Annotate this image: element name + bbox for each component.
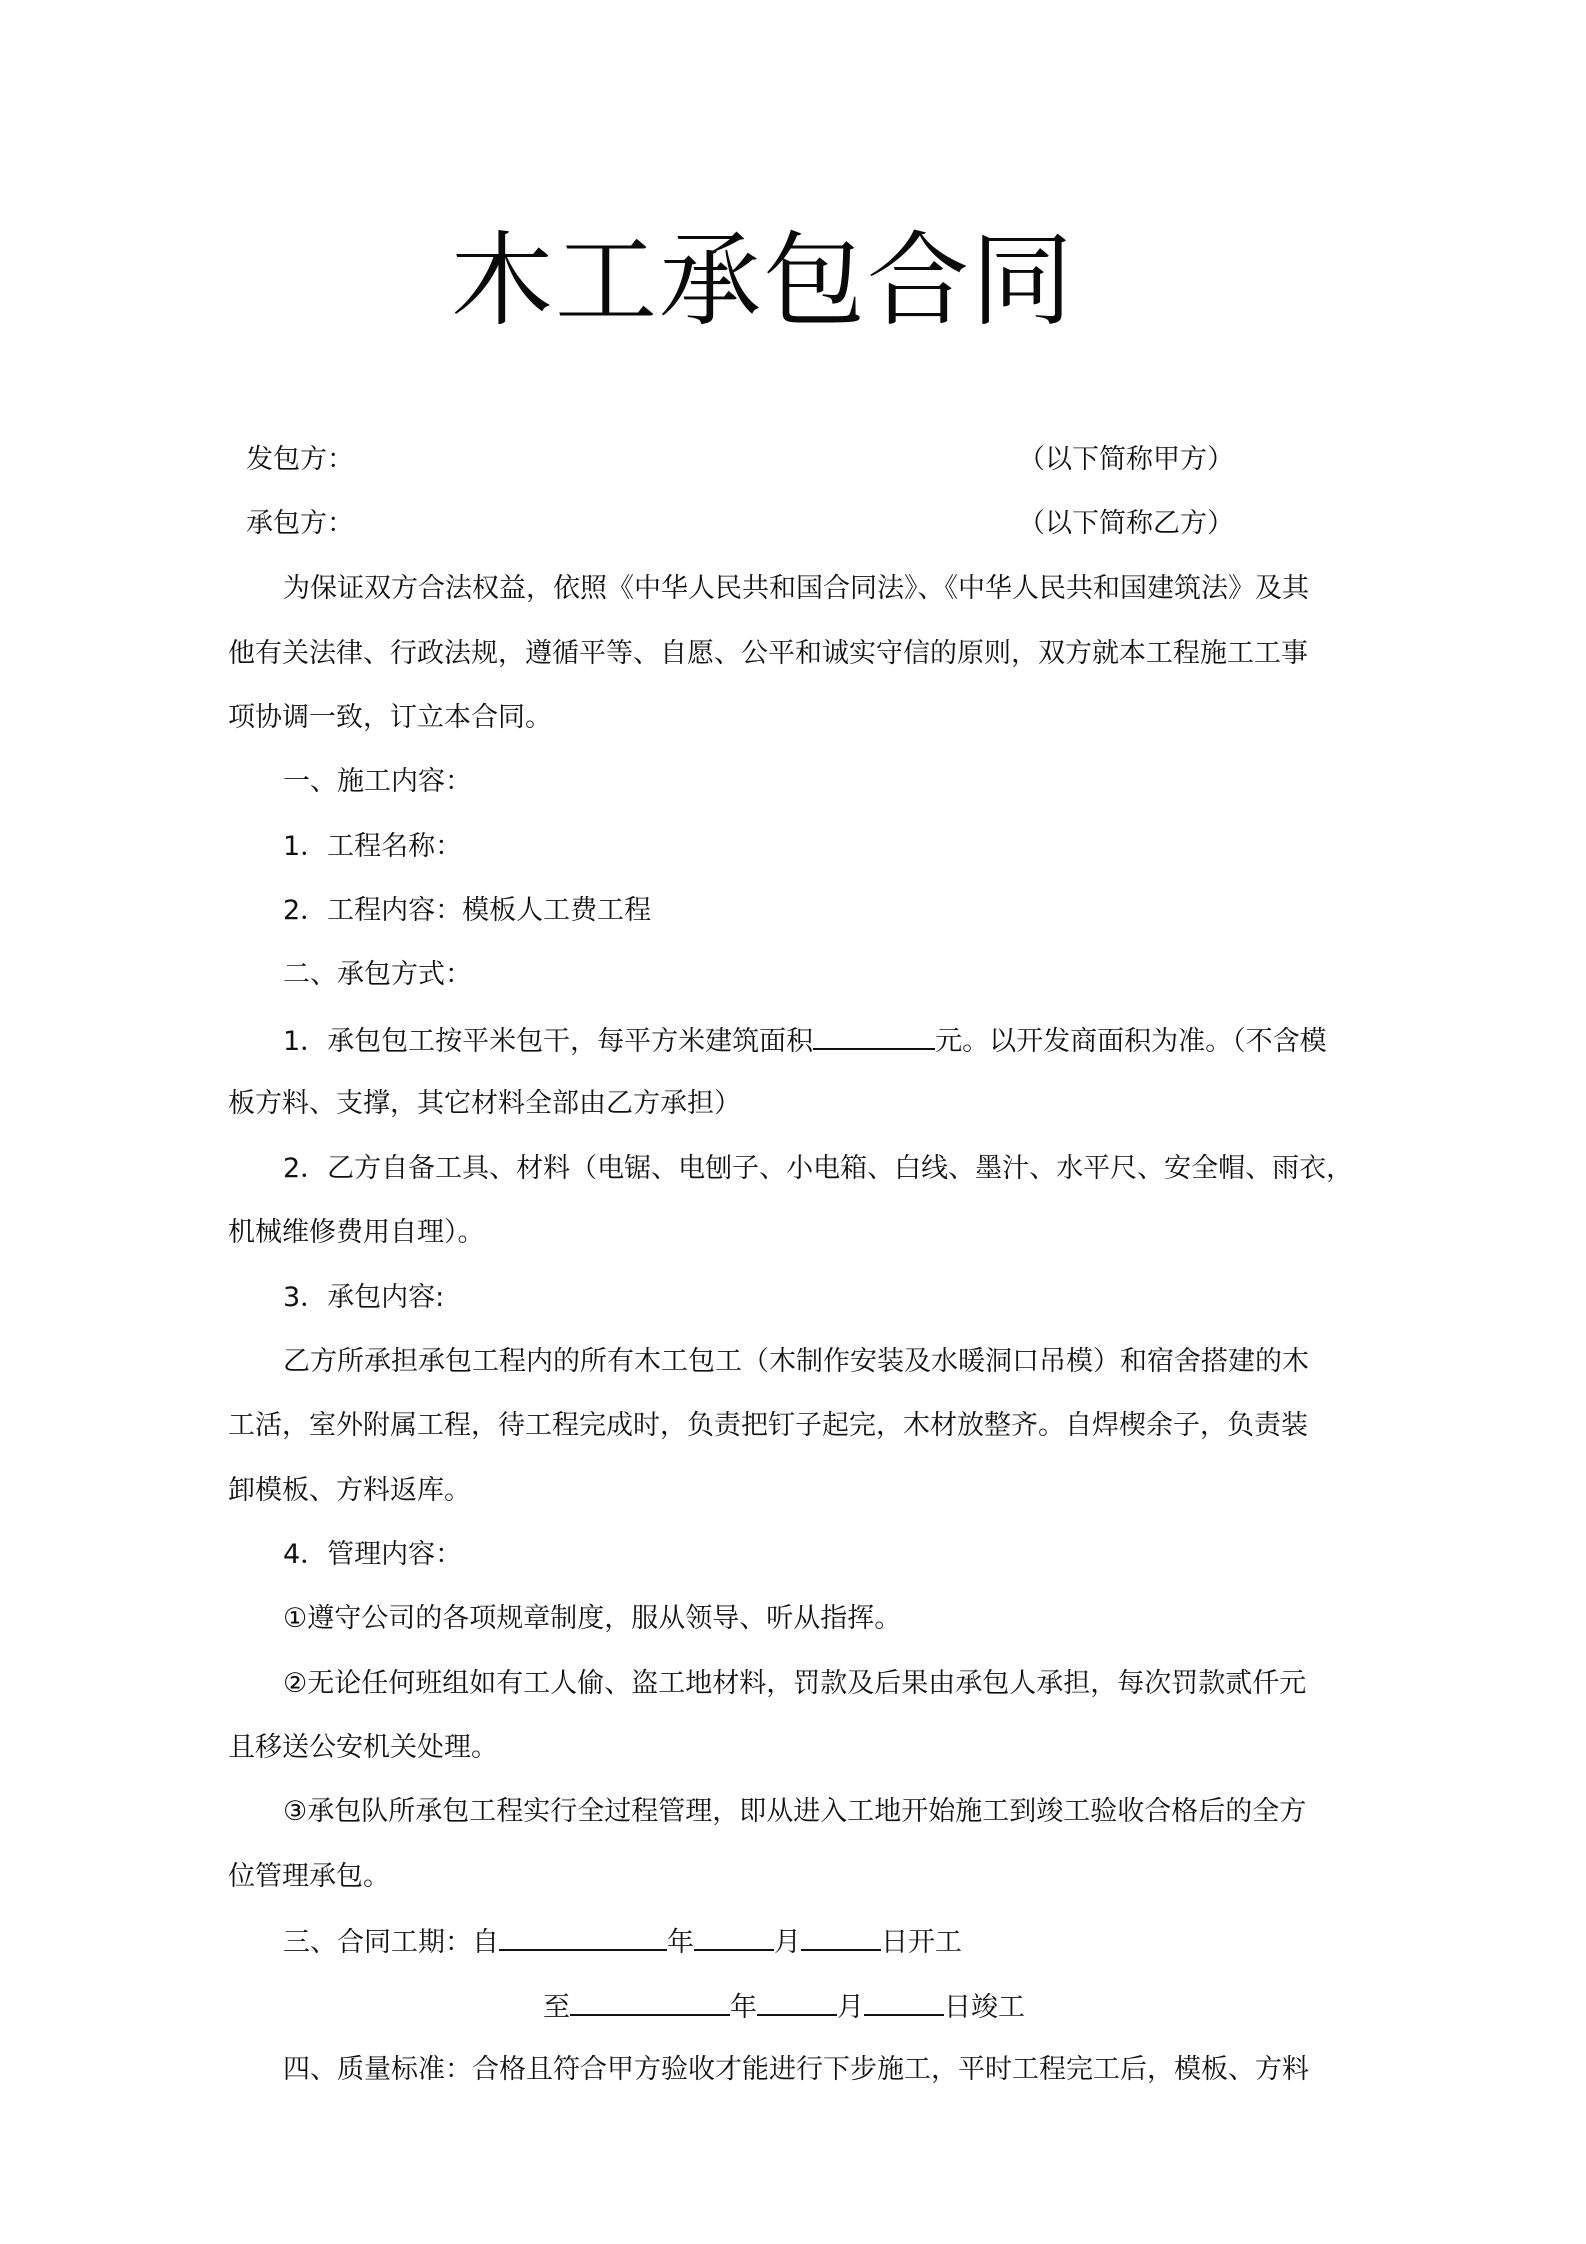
section-1-item-2: 2．工程内容：模板人工费工程 bbox=[283, 895, 652, 926]
term-heading: 三、合同工期：自 bbox=[283, 1927, 499, 1958]
start-month-unit: 月 bbox=[774, 1927, 801, 1958]
item-1-text-a: 1．承包包工按平米包干，每平方米建筑面积 bbox=[283, 1026, 814, 1057]
section-2-item-2-line-2: 机械维修费用自理）。 bbox=[228, 1217, 485, 1248]
management-rule-3-line-2: 位管理承包。 bbox=[228, 1861, 390, 1892]
section-2-item-3-line-2: 工活，室外附属工程，待工程完成时，负责把钉子起完，木材放整齐。自焊楔余子，负责装 bbox=[228, 1410, 1308, 1441]
section-1-heading: 一、施工内容： bbox=[283, 766, 472, 797]
preamble-line-2: 他有关法律、行政法规，遵循平等、自愿、公平和诚实守信的原则，双方就本工程施工工事 bbox=[228, 638, 1308, 669]
start-day-suffix: 日开工 bbox=[881, 1927, 962, 1958]
management-rule-3-line-1: ③承包队所承包工程实行全过程管理，即从进入工地开始施工到竣工验收合格后的全方 bbox=[283, 1796, 1307, 1827]
end-day-suffix: 日竣工 bbox=[944, 1992, 1025, 2023]
management-rule-2-line-2: 且移送公安机关处理。 bbox=[228, 1732, 498, 1763]
section-3-end-line bbox=[543, 1988, 1025, 2026]
section-2-heading: 二、承包方式： bbox=[283, 959, 472, 990]
contractor-note: （以下简称乙方） bbox=[1018, 508, 1234, 539]
price-blank bbox=[813, 1022, 935, 1050]
document-title: 木工承包合同 bbox=[451, 222, 1075, 341]
preamble-line-3: 项协调一致，订立本合同。 bbox=[228, 702, 552, 733]
end-year-blank bbox=[570, 1988, 730, 2016]
employer-label: 发包方： bbox=[246, 444, 354, 475]
employer-note: （以下简称甲方） bbox=[1018, 444, 1234, 475]
management-rule-2-line-1: ②无论任何班组如有工人偷、盗工地材料，罚款及后果由承包人承担，每次罚款贰仟元 bbox=[283, 1668, 1307, 1699]
section-2-item-1-line-2: 板方料、支撑，其它材料全部由乙方承担） bbox=[228, 1088, 741, 1119]
end-day-blank bbox=[864, 1988, 944, 2016]
section-2-item-3-line-1: 乙方所承担承包工程内的所有木工包工（木制作安装及水暖洞口吊模）和宿舍搭建的木 bbox=[283, 1346, 1309, 1377]
start-year-unit: 年 bbox=[667, 1927, 694, 1958]
end-year-unit: 年 bbox=[730, 1992, 757, 2023]
section-2-item-2-line-1: 2．乙方自备工具、材料（电锯、电刨子、小电箱、白线、墨汁、水平尺、安全帽、雨衣， bbox=[283, 1153, 1354, 1184]
section-2-item-4-heading: 4．管理内容： bbox=[283, 1539, 463, 1570]
start-year-blank bbox=[499, 1923, 667, 1951]
section-2-item-3-heading: 3．承包内容: bbox=[283, 1282, 445, 1313]
section-1-item-1: 1．工程名称： bbox=[283, 831, 463, 862]
preamble-line-1: 为保证双方合法权益，依照《中华人民共和国合同法》、《中华人民共和国建筑法》及其 bbox=[283, 573, 1309, 604]
section-3-start-line bbox=[283, 1923, 962, 1961]
section-4-line-1: 四、质量标准：合格且符合甲方验收才能进行下步施工，平时工程完工后，模板、方料 bbox=[283, 2054, 1309, 2085]
start-month-blank bbox=[694, 1923, 774, 1951]
start-day-blank bbox=[801, 1923, 881, 1951]
end-month-unit: 月 bbox=[837, 1992, 864, 2023]
section-2-item-3-line-3: 卸模板、方料返库。 bbox=[228, 1475, 471, 1506]
contractor-label: 承包方： bbox=[246, 508, 354, 539]
item-1-text-b: 元。以开发商面积为准。（不含模 bbox=[935, 1026, 1327, 1057]
end-month-blank bbox=[757, 1988, 837, 2016]
end-prefix: 至 bbox=[543, 1992, 570, 2023]
management-rule-1: ①遵守公司的各项规章制度，服从领导、听从指挥。 bbox=[283, 1603, 902, 1634]
section-2-item-1-line-1 bbox=[283, 1022, 1327, 1060]
